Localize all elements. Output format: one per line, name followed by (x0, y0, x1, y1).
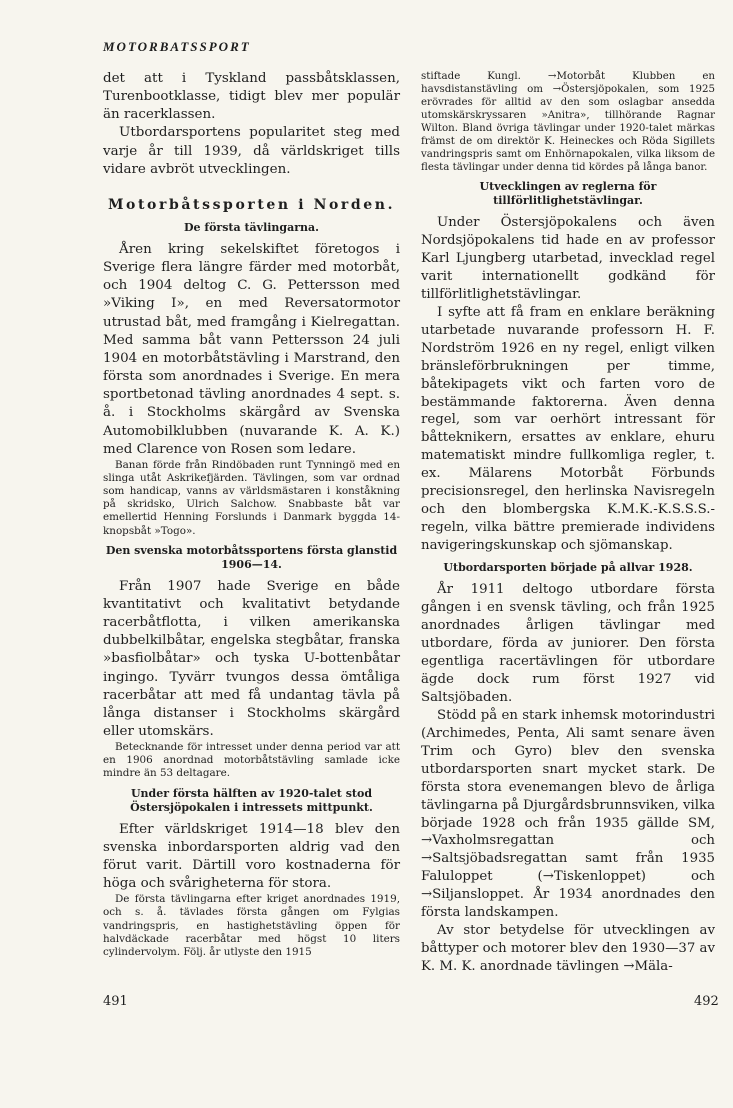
small-paragraph: De första tävlingarna efter kriget anordnades 1919, och s. å. tävlades första gången om Fylgias vandringspris, en hastighetstävling öppen för halvdäckade racerbåtar med högst 10 liters cylindervolym. Följ. år utlyste den 1915 (103, 893, 400, 958)
small-paragraph: Betecknande för intresset under denna period var att en 1906 anordnad motorbåtstävling samlade icke mindre än 53 deltagare. (103, 741, 400, 780)
subheading: Den svenska motorbåtssportens första glanstid 1906—14. (105, 543, 398, 571)
running-header: MOTORBATSSPORT (103, 39, 251, 54)
paragraph: det att i Tyskland passbåtsklassen, Turenbootklasse, tidigt blev mer populär än racerklassen. (103, 71, 400, 123)
paragraph: Från 1907 hade Sverige en både kvantitativt och kvalitativt betydande racerbåtflotta, i vilken amerikanska dubbelkilbåtar, engelska stegbåtar, franska »basfiolbåtar» och tyska U-bottenbåtar ingingo. Tyvärr tvungos dessa ömtåliga racerbåtar att med få undantag tävla på långa distanser i Stockholms skärgård eller utomskärs. (103, 578, 400, 739)
subheading: Under första hälften av 1920-talet stod Östersjöpokalen i intressets mittpunkt. (130, 786, 373, 814)
paragraph: Av stor betydelse för utvecklingen av båttyper och motorer blev den 1930—37 av K. M. K. anordnade tävlingen →Mäla- (421, 923, 715, 975)
page-number-right: 492 (694, 994, 719, 1009)
small-paragraph: stiftade Kungl. →Motorbåt Klubben en havsdistanstävling om →Östersjöpokalen, som 1925 erövrades för alltid av den som oslagbar ansedda utomskärskryssaren »Anitra», tillhörande Ragnar Wilton. Bland övriga tävlingar under 1920-talet märkas främst de om direktör K. Heineckes och Röda Sigillets vandringspris samt om Enhörnapokalen, vilka liksom de flesta tävlingar under denna tid kördes på långa banor. (421, 70, 715, 173)
subheading: De första tävlingarna. (184, 220, 319, 234)
left-column (103, 70, 400, 959)
page-number-left: 491 (103, 994, 128, 1009)
paragraph: Efter världskriget 1914—18 blev den svenska inbordarsporten aldrig vad den förut varit. Därtill voro kostnaderna för höga och svårigheterna för stora. (103, 821, 400, 892)
paragraph: Stödd på en stark inhemsk motorindustri (Archimedes, Penta, Ali samt senare även Trim och Gyro) blev den svenska utbordarsporten snart mycket stark. De första stora evenemangen blevo de årliga tävlingarna på Djurgårdsbrunnsviken, vilka började 1928 och från 1935 gällde SM, →Vaxholmsregattan och →Saltsjöbadsregattan samt från 1935 Faluloppet (→Tiskenloppet) och →Siljansloppet. År 1934 anordnades den första landskampen. (421, 707, 715, 921)
small-paragraph: Banan förde från Rindöbaden runt Tynningö med en slinga utåt Askrikefjärden. Tävlingen, som var ordnad som handicap, vanns av världsmästaren i konståkning på skridsko, Ulrich Salchow. Snabbaste båt var emellertid Henning Forslunds i Danmark byggda 14-knopsbåt »Togo». (103, 458, 400, 537)
subheading: Utvecklingen av reglerna för tillförlitlighetstävlingar. (479, 180, 657, 207)
paragraph: I syfte att få fram en enklare beräkning utarbetade nuvarande professorn H. F. Nordström 1926 en ny regel, enligt vilken bränsleförbrukningen per timme, båtekipagets vikt och farten voro de bestämmande faktorerna. Även denna regel, som var oerhört intressant för båtteknikern, ersattes av enklare, ehuru matematiskt mindre fullkomliga regler, t. ex. Mälarens Motorbåt Förbunds precisionsregel, den herlinska Navisregeln och den blombergska K.M.K.-K.S.S.S.-regeln, vilka bättre premierade individens navigeringskunskap och sjömanskap. (421, 304, 715, 554)
paragraph: Utbordarsportens popularitet steg med varje år till 1939, då världskriget tills vidare avbröt utvecklingen. (103, 125, 400, 177)
paragraph: Under Östersjöpokalens och även Nordsjöpokalens tid hade en av professor Karl Ljungberg utarbetad, invecklad regel varit internationellt godkänd för tillförlitlighetstävlingar. (421, 215, 715, 302)
paragraph: År 1911 deltogo utbordare första gången i en svensk tävling, och från 1925 anordnades årligen tävlingar med utbordare, förda av juniorer. Den första egentliga racertävlingen för utbordare ägde dock rum först 1927 vid Saltsjöbaden. (421, 582, 715, 705)
section-title: Motorbåtssporten i Norden. (107, 196, 396, 213)
paragraph: Åren kring sekelskiftet företogos i Sverige flera längre färder med motorbåt, och 1904 deltog C. G. Pettersson med »Viking I», en med Reversatormotor utrustad båt, med framgång i Kielregattan. Med samma båt vann Pettersson 24 juli 1904 en motorbåtstävling i Marstrand, den första som anordnades i Sverige. En mera sportbetonad tävling anordnades 4 sept. s. å. i Stockholms skärgård av Svenska Automobilklubben (nuvarande K. A. K.) med Clarence von Rosen som ledare. (103, 241, 400, 457)
right-column (421, 70, 715, 976)
subheading: Utbordarsporten började på allvar 1928. (443, 561, 693, 575)
